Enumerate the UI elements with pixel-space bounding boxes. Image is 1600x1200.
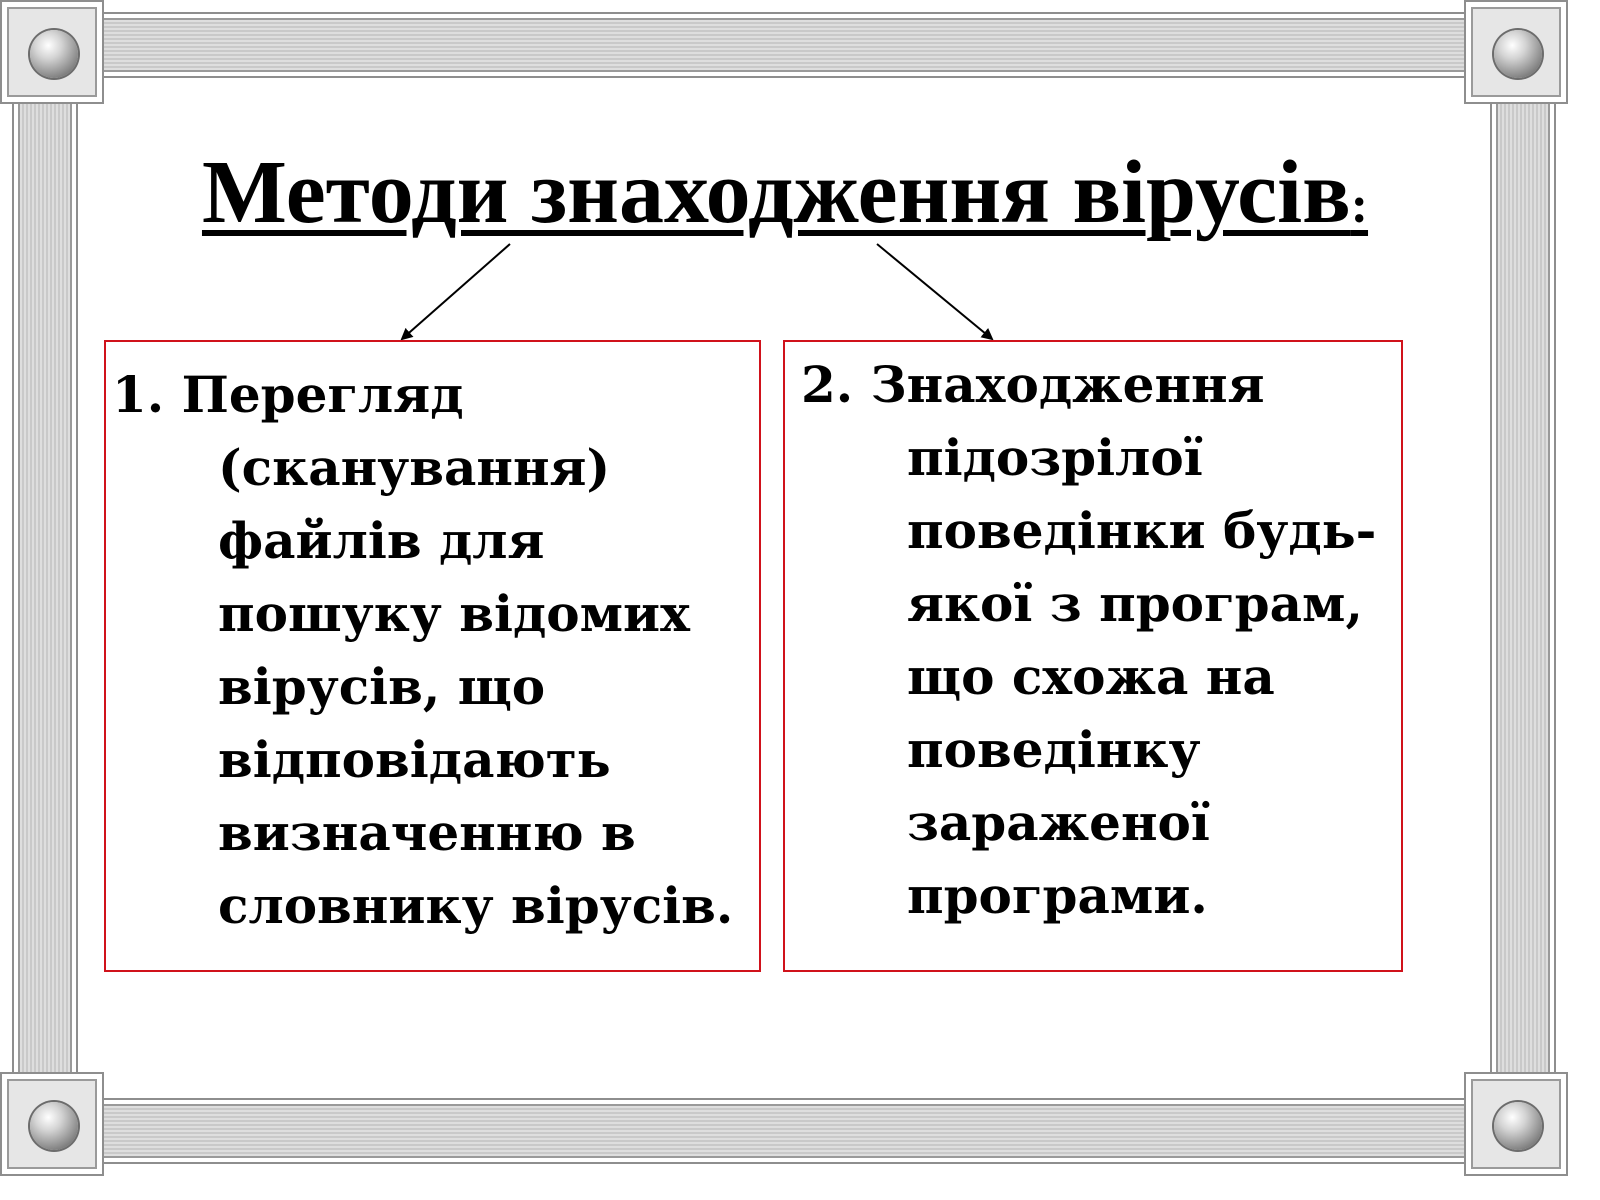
corner-knob-icon bbox=[1494, 30, 1542, 78]
frame-left-bar bbox=[12, 96, 78, 1080]
arrow-right-icon bbox=[877, 244, 992, 339]
frame-corner-top-left bbox=[0, 0, 104, 104]
frame-right-bar bbox=[1490, 96, 1556, 1080]
frame-corner-bottom-right bbox=[1464, 1072, 1568, 1176]
method-box-behavior bbox=[783, 340, 1403, 972]
method-item-behavior: 2. Знаходження підозрілої поведінки будь-якої з програм, що схожа на поведінку зараженої програми. bbox=[801, 355, 1377, 925]
corner-knob-icon bbox=[30, 1102, 78, 1150]
corner-knob-icon bbox=[30, 30, 78, 78]
corner-knob-icon bbox=[1494, 1102, 1542, 1150]
frame-top-bar bbox=[96, 12, 1472, 78]
method-item-scanning: 1. Перегляд (сканування) файлів для пошуку відомих вірусів, що відповідають визначенню в словнику вірусів. bbox=[112, 365, 734, 935]
frame-corner-bottom-left bbox=[0, 1072, 104, 1176]
slide-title-text: Методи знаходження вірусів bbox=[201, 143, 1351, 242]
method-box-scanning bbox=[104, 340, 761, 972]
frame-bottom-bar bbox=[96, 1098, 1472, 1164]
slide-title bbox=[150, 143, 1420, 242]
frame-corner-top-right bbox=[1464, 0, 1568, 104]
slide-title-colon: : bbox=[1350, 177, 1369, 234]
arrow-left-icon bbox=[402, 244, 510, 339]
